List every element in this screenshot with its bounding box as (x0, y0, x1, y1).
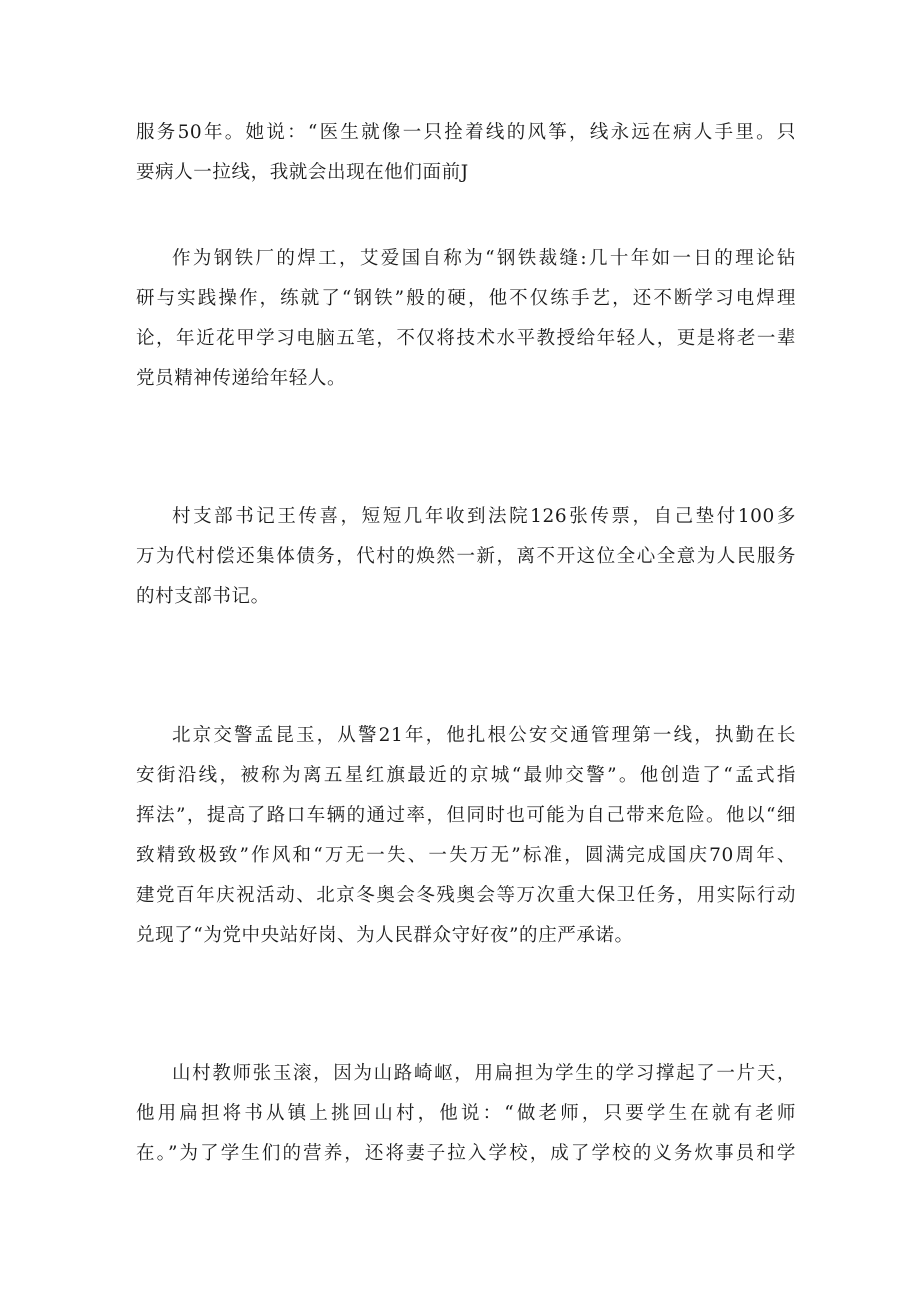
paragraph-welder-ai-aiguo (136, 239, 796, 399)
paragraph-line: 研与实践操作，练就了“钢铁”般的硬，他不仅练手艺，还不断学习电焊理 (136, 288, 796, 309)
paragraph-line: 党员精神传递给年轻人。 (136, 368, 347, 389)
paragraph-line: 他用扁担将书从镇上挑回山村，他说：“做老师，只要学生在就有老师 (136, 1103, 796, 1124)
paragraph-traffic-police (136, 716, 796, 956)
paragraph-village-secretary (136, 497, 796, 617)
paragraph-line: 安街沿线，被称为离五星红旗最近的京城“最帅交警”。他创造了“孟式指 (136, 765, 796, 786)
paragraph-line: 村支部书记王传喜，短短几年收到法院126张传票，自己垫付100多 (172, 506, 796, 527)
paragraph-line: 在。”为了学生们的营养，还将妻子拉入学校，成了学校的义务炊事员和学 (136, 1143, 796, 1164)
paragraph-mountain-teacher (136, 1054, 796, 1174)
paragraph-line: 致精致极致”作风和“万无一失、一失万无”标准，圆满完成国庆70周年、 (136, 845, 796, 866)
paragraph-line: 万为代村偿还集体债务，代村的焕然一新，离不开这位全心全意为人民服务 (136, 546, 796, 567)
paragraph-line: 作为钢铁厂的焊工，艾爱国自称为“钢铁裁缝:几十年如一日的理论钻 (172, 248, 796, 269)
paragraph-line: 的村支部书记。 (136, 586, 270, 607)
paragraph-line: 兑现了“为党中央站好岗、为人民群众守好夜”的庄严承诺。 (136, 925, 634, 946)
paragraph-line: 北京交警孟昆玉，从警21年，他扎根公安交通管理第一线，执勤在长 (172, 725, 796, 746)
paragraph-line: 论，年近花甲学习电脑五笔，不仅将技术水平教授给年轻人，更是将老一辈 (136, 328, 796, 349)
paragraph-line: 挥法”，提高了路口车辆的通过率，但同时也可能为自己带来危险。他以“细 (136, 805, 796, 826)
paragraph-doctor-kite (136, 113, 796, 193)
paragraph-line: 山村教师张玉滚，因为山路崎岖，用扁担为学生的学习撑起了一片天， (172, 1063, 796, 1084)
paragraph-line: 要病人一拉线，我就会出现在他们面前J (136, 162, 469, 183)
paragraph-line: 服务50年。她说：“医生就像一只拴着线的风筝，线永远在病人手里。只 (136, 122, 796, 143)
paragraph-line: 建党百年庆祝活动、北京冬奥会冬残奥会等万次重大保卫任务，用实际行动 (136, 885, 796, 906)
